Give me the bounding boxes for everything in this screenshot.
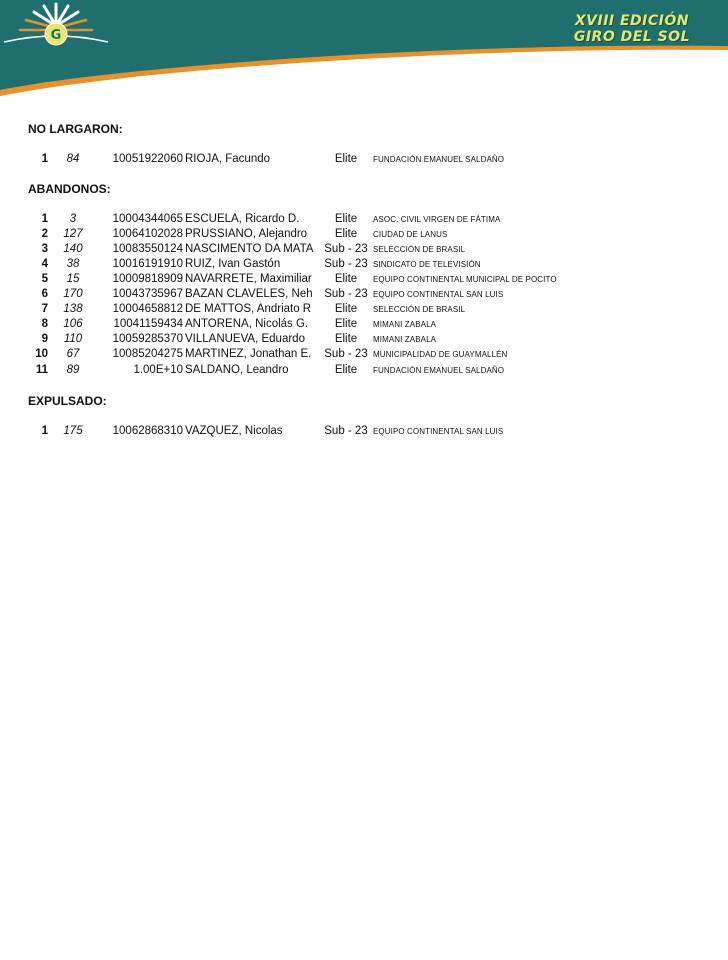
uci-cell: 10064102028 (112, 228, 183, 240)
table-row (0, 318, 728, 333)
category-cell: Sub - 23 (324, 258, 368, 270)
section-title-no-largaron: NO LARGARON: (28, 122, 123, 136)
bib-cell: 89 (66, 364, 80, 376)
team-cell: EQUIPO CONTINENTAL SAN LUIS (373, 290, 504, 299)
table-row (0, 153, 728, 168)
name-cell: SALDAÑO, Leandro (185, 364, 289, 376)
bib-cell: 110 (63, 333, 83, 345)
uci-cell: 10062868310 (112, 425, 183, 437)
uci-cell: 10041159434 (113, 318, 183, 330)
name-cell: NAVARRETE, Maximiliar (185, 273, 312, 285)
rank-cell: 11 (35, 364, 48, 376)
table-row (0, 364, 728, 379)
bib-cell: 3 (69, 213, 77, 225)
table-row (0, 258, 728, 273)
team-cell: ASOC. CIVIL VIRGEN DE FÁTIMA (373, 215, 501, 224)
team-cell: SELECCIÓN DE BRASIL (373, 245, 466, 254)
rank-cell: 9 (41, 333, 48, 345)
uci-cell: 10004344065 (112, 213, 183, 225)
bib-cell: 84 (66, 153, 80, 165)
table-row (0, 333, 728, 348)
edition-line-2: GIRO DEL SOL (573, 29, 690, 45)
category-cell: Elite (334, 273, 358, 285)
rank-cell: 4 (41, 258, 48, 270)
sun-g-logo-icon (0, 0, 112, 52)
bib-cell: 67 (66, 348, 80, 360)
rank-cell: 1 (41, 153, 48, 165)
category-cell: Elite (334, 303, 358, 315)
uci-cell: 10009818909 (112, 273, 183, 285)
name-cell: DE MATTOS, Andriato R (185, 303, 312, 315)
uci-cell: 10085204275 (112, 348, 183, 360)
bib-cell: 175 (63, 425, 83, 437)
table-row (0, 228, 728, 243)
team-cell: MIMANI ZABALA (373, 335, 437, 344)
uci-cell: 10043735967 (112, 288, 183, 300)
edition-title (574, 13, 690, 45)
bib-cell: 170 (63, 288, 83, 300)
table-row (0, 348, 728, 363)
name-cell: RUIZ, Ivan Gastón (185, 258, 281, 270)
uci-cell: 10004658812 (112, 303, 183, 315)
name-cell: ANTORENA, Nicolás G. (185, 318, 309, 330)
team-cell: SELECCIÓN DE BRASIL (373, 305, 466, 314)
team-cell: FUNDACIÓN EMANUEL SALDAÑO (373, 366, 505, 375)
team-cell: FUNDACIÓN EMANUEL SALDAÑO (373, 155, 505, 164)
category-cell: Elite (334, 318, 358, 330)
uci-cell: 10051922060 (112, 153, 183, 165)
page-header (0, 0, 728, 110)
rank-cell: 1 (41, 213, 48, 225)
bib-cell: 15 (66, 273, 80, 285)
category-cell: Elite (334, 153, 358, 165)
table-row (0, 273, 728, 288)
team-cell: EQUIPO CONTINENTAL SAN LUIS (373, 427, 504, 436)
team-cell: MIMANI ZABALA (373, 320, 437, 329)
name-cell: VAZQUEZ, Nicolas (185, 425, 283, 437)
uci-cell: 10083550124 (112, 243, 183, 255)
category-cell: Elite (334, 228, 358, 240)
team-cell: EQUIPO CONTINENTAL MUNICIPAL DE POCITO (373, 275, 557, 284)
table-row (0, 303, 728, 318)
table-row (0, 425, 728, 440)
svg-text:G: G (50, 28, 62, 43)
bib-cell: 38 (66, 258, 80, 270)
rank-cell: 7 (41, 303, 48, 315)
uci-cell: 10059285370 (112, 333, 183, 345)
rank-cell: 3 (41, 243, 48, 255)
name-cell: VILLANUEVA, Eduardo (185, 333, 305, 345)
rank-cell: 6 (41, 288, 48, 300)
category-cell: Elite (334, 364, 358, 376)
bib-cell: 138 (63, 303, 83, 315)
category-cell: Sub - 23 (324, 425, 368, 437)
name-cell: RIOJA, Facundo (185, 153, 271, 165)
name-cell: ESCUELA, Ricardo D. (185, 213, 300, 225)
rank-cell: 10 (35, 348, 48, 360)
category-cell: Elite (334, 333, 358, 345)
category-cell: Sub - 23 (324, 348, 368, 360)
category-cell: Sub - 23 (324, 243, 368, 255)
name-cell: PRUSSIANO, Alejandro (185, 228, 308, 240)
uci-cell: 10016191910 (112, 258, 183, 270)
team-cell: SINDICATO DE TELEVISIÓN (373, 260, 481, 269)
name-cell: BAZÁN CLAVELES, Neh (185, 288, 313, 300)
rank-cell: 1 (41, 425, 48, 437)
category-cell: Elite (334, 213, 358, 225)
section-title-expulsado: EXPULSADO: (28, 394, 107, 408)
uci-cell: 1.00E+10 (133, 364, 183, 376)
rank-cell: 8 (41, 318, 48, 330)
table-row (0, 243, 728, 258)
rank-cell: 2 (41, 228, 48, 240)
category-cell: Sub - 23 (324, 288, 368, 300)
table-row (0, 288, 728, 303)
bib-cell: 127 (63, 228, 83, 240)
team-cell: MUNICIPALIDAD DE GUAYMALLÉN (373, 350, 508, 359)
name-cell: NASCIMENTO DA MATA (185, 243, 314, 255)
name-cell: MARTÍNEZ, Jonathan E. (185, 348, 312, 360)
bib-cell: 106 (63, 318, 83, 330)
table-row (0, 213, 728, 228)
edition-line-1: XVIII EDICIÓN (574, 13, 689, 29)
team-cell: CIUDAD DE LANUS (373, 230, 448, 239)
section-title-abandonos: ABANDONOS: (28, 182, 111, 196)
bib-cell: 140 (63, 243, 83, 255)
rank-cell: 5 (41, 273, 48, 285)
